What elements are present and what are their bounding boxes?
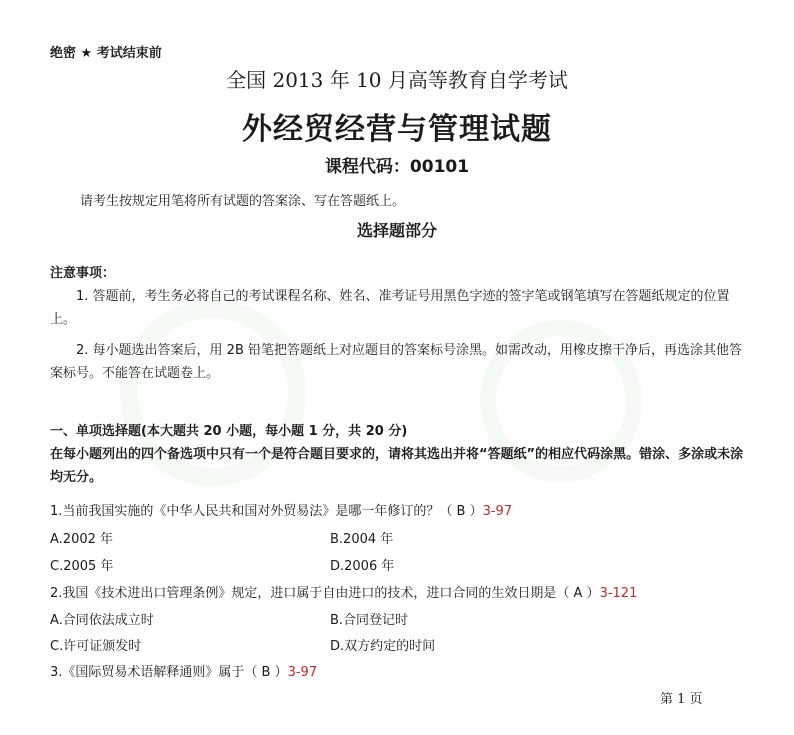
question-text: 2.我国《技术进出口管理条例》规定，进口属于自由进口的技术，进口合同的生效日期是（ A ） bbox=[50, 586, 600, 601]
part-description: 在每小题列出的四个备选项中只有一个是符合题目要求的，请将其选出并将“答题纸”的相应代码涂黑。错涂、多涂或未涂均无分。 bbox=[50, 447, 744, 485]
notes-title: 注意事项： bbox=[50, 266, 116, 281]
note-item: 2. 每小题选出答案后，用 2B 铅笔把答题纸上对应题目的答案标号涂黑。如需改动，用橡皮擦干净后，再选涂其他答案标号。不能答在试题卷上。 bbox=[50, 343, 742, 381]
option-a: A.合同依法成立时 bbox=[50, 613, 154, 628]
option-a: A.2002 年 bbox=[50, 532, 114, 547]
question-text: 3.《国际贸易术语解释通则》属于（ B ） bbox=[50, 665, 288, 680]
paper-title: 外经贸经营与管理试题 bbox=[242, 112, 552, 147]
part-heading: 一、单项选择题(本大题共 20 小题，每小题 1 分，共 20 分) bbox=[50, 424, 408, 439]
section-heading: 选择题部分 bbox=[356, 221, 437, 240]
question-text: 1.当前我国实施的《中华人民共和国对外贸易法》是哪一年修订的？（ B ） bbox=[50, 504, 483, 519]
option-c: C.许可证颁发时 bbox=[50, 639, 142, 654]
question-1 bbox=[50, 500, 512, 519]
option-b: B.合同登记时 bbox=[330, 613, 409, 628]
question-2 bbox=[50, 582, 637, 601]
answer-reference: 3-97 bbox=[287, 665, 318, 680]
option-c: C.2005 年 bbox=[50, 559, 114, 574]
course-code: 课程代码：00101 bbox=[324, 157, 470, 177]
question-3 bbox=[50, 661, 317, 680]
option-b: B.2004 年 bbox=[330, 532, 394, 547]
exam-title: 全国 2013 年 10 月高等教育自学考试 bbox=[226, 68, 568, 92]
option-d: D.2006 年 bbox=[330, 559, 395, 574]
answer-reference: 3-121 bbox=[599, 586, 638, 601]
confidential-mark: 绝密 ★ 考试结束前 bbox=[50, 46, 162, 61]
note-item: 1. 答题前，考生务必将自己的考试课程名称、姓名、准考证号用黑色字迹的签字笔或钢笔填写在答题纸规定的位置上。 bbox=[50, 289, 730, 327]
option-d: D.双方约定的时间 bbox=[330, 639, 436, 654]
answer-instruction: 请考生按规定用笔将所有试题的答案涂、写在答题纸上。 bbox=[80, 194, 406, 209]
page-number: 第 1 页 bbox=[660, 692, 703, 707]
answer-reference: 3-97 bbox=[482, 504, 513, 519]
